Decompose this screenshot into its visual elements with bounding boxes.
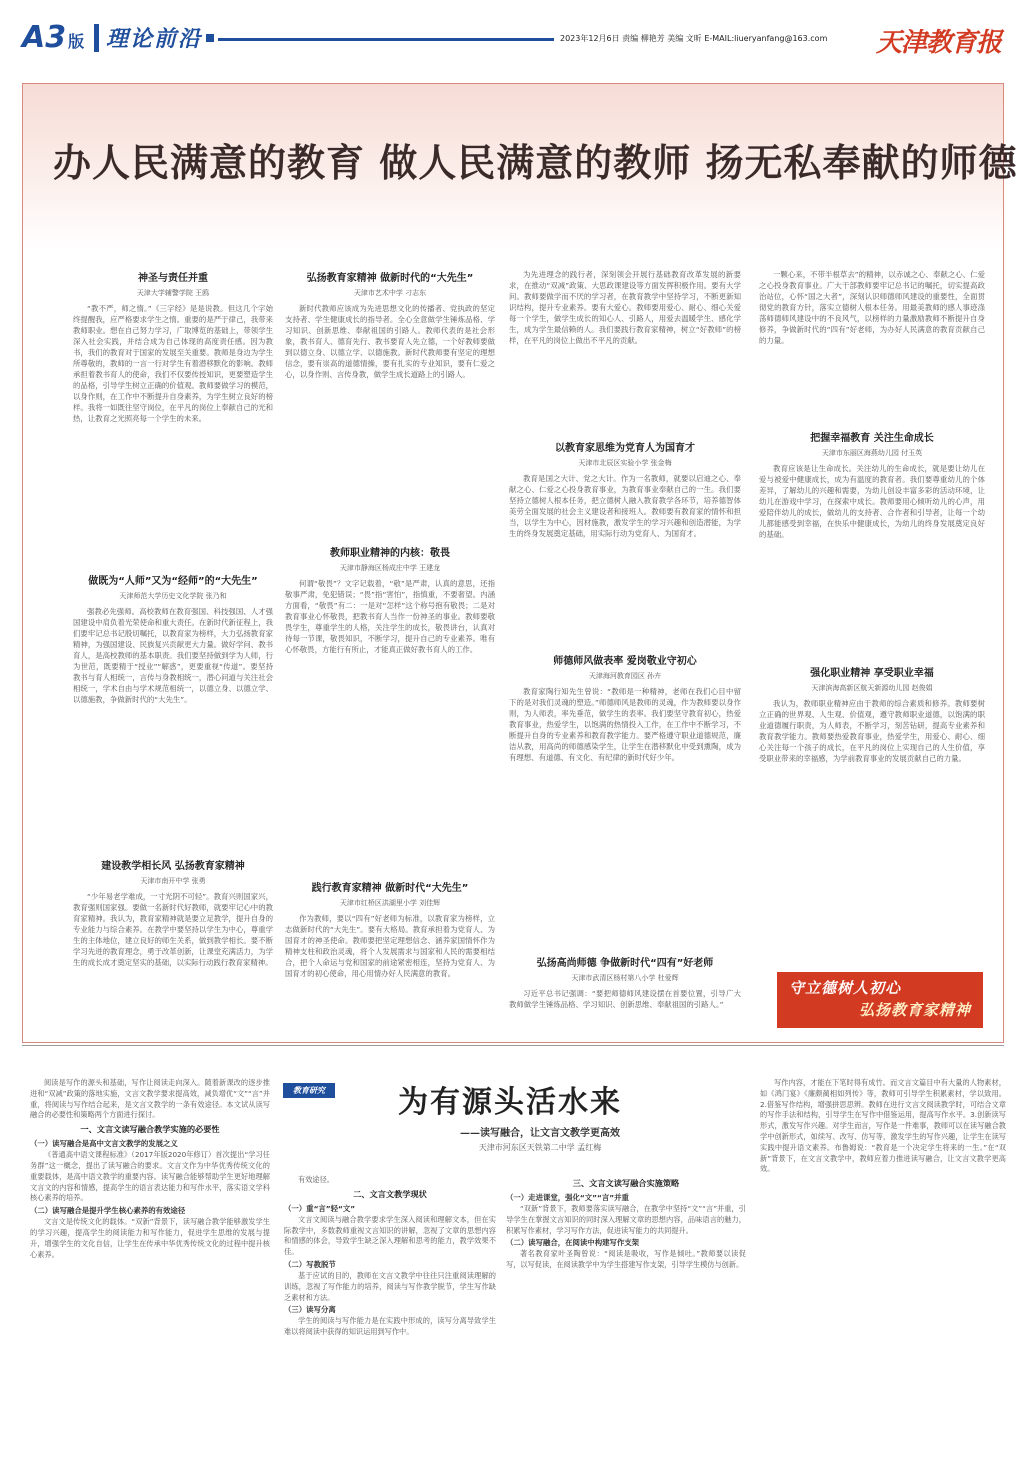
section-divider: [22, 1045, 1004, 1046]
main-column: [760, 1078, 1006, 1463]
paragraph: 基于应试的目的，教师在文言文教学中往往只注重阅读理解的训练，忽视了写作能力的培养，阅读与写作教学脱节，学生写作缺乏素材和方法。: [284, 1270, 496, 1302]
article-continued: [509, 269, 741, 417]
sub-heading: （二）读写融合是提升学生核心素养的有效途径: [30, 1206, 186, 1216]
date-editor-line: 2023年12月6日 责编 柳艳芳 美编 文昕 E-MAIL:liueryanfang@163.com: [560, 34, 828, 43]
article: [73, 269, 273, 551]
slogan-line: 弘扬教育家精神: [858, 1001, 971, 1019]
sub-heading: （一）走进课堂，强化“文”“言”并重: [506, 1193, 629, 1202]
page-number: A3 版: [22, 20, 85, 55]
article-text: “少年易老学难成，一寸光阴不可轻”。教育兴则国家兴，教育强则国家强。要做一名新时代好教师，就要牢记心中的教育家精神。我认为，教育家精神就是要立足教学，提升自身的专业能力与综合素养。在教学中要坚持以学生为中心，尊重学生的主体地位，建立良好的师生关系，做到教学相长。要不断学习先进的教育理念，勇于改革创新，让课堂充满活力，为学生的成长成才奠定坚实的基础，以实际行动践行教育家精神。: [73, 892, 273, 967]
article-author: 天津师范大学历史文化学院 张乃和: [119, 592, 227, 600]
main-article-subtitle: ——读写融合，让文言文教学更高效: [460, 1128, 620, 1139]
article-author: 天津市武清区杨村第八小学 杜爱辉: [571, 974, 679, 982]
article-text: 教育家陶行知先生曾说：“教师是一种精神，老师在我们心目中留下的是对我们灵魂的塑造。”师德师风是教师的灵魂，作为教师要以身作则，为人师表，率先垂范，做学生的表率。我们要坚守教育初心，热爱教育事业，热爱学生，以饱满的热情投入工作，在工作中不断学习，不断提升自身的专业素养和教育教学能力。要严格遵守职业道德规范，廉洁从教，用高尚的师德感染学生，让学生在潜移默化中受到熏陶，成为有理想、有道德、有文化、有纪律的新时代好少年。: [509, 687, 741, 762]
article-text: 一颗心来，不带半根草去”的精神，以赤诚之心、奉献之心、仁爱之心投身教育事业。广大干部教师要牢记总书记的嘱托，切实提高政治站位，心怀“国之大者”，深刻认识师德师风建设的重要性，全面贯彻党的教育方针，落实立德树人根本任务。用最美教师的感人事迹涤荡师德师风建设中的不良风气，以榜样的力量激励教师不断提升自身修养，争做新时代的“四有”好老师，为办好人民满意的教育贡献自己的力量。: [759, 270, 985, 345]
article: [285, 269, 495, 531]
article-title: 神圣与责任并重: [138, 273, 208, 284]
main-column: [284, 1175, 496, 1463]
section-heading: 二、文言文教学现状: [353, 1188, 427, 1199]
article-author: 天津滨海高新区航天新源幼儿园 赵俊娟: [811, 684, 933, 692]
paragraph: 阅读是写作的源头和基础，写作让阅读走向深入。随着新课改的逐步推进和“双减”政策的落地实施，文言文教学要求提高效，减负增优“文”“言”并重，将阅读与写作结合起来，是文言文教学的一条有效途径。本文试从读写融合的必要性和策略两个方面进行探讨。: [30, 1078, 270, 1120]
article-title: 教师职业精神的内核：敬畏: [330, 548, 450, 559]
paragraph: “双新”背景下，教师要落实读写融合，在教学中坚持“文”“言”并重，引导学生在掌握文言知识的同时深入理解文章的思想内容，品味语言的魅力，积累写作素材，学习写作方法，促进读写能力的共同提升。: [506, 1204, 746, 1235]
article: [285, 879, 495, 1037]
article: [509, 954, 741, 1039]
feature-section: [22, 83, 1018, 1043]
feature-title: 办人民满意的教育 做人民满意的教师 扬无私奉献的师德: [53, 141, 1018, 185]
article-author: 天津海河教育园区 孙卉: [588, 672, 662, 680]
paragraph: 著名教育家叶圣陶曾说：“阅读是吸收，写作是倾吐。”教师要以读促写，以写促读，在阅读教学中为学生搭建写作支架，引导学生模仿与创新。: [506, 1249, 746, 1270]
article-continued: [759, 269, 985, 419]
article-text: “教不严，师之惰。”《三字经》是是说教。但这几个字始终提醒我，应严格要求学生之惰。重要的是严于律己，我带来教师职业。想在自己努力学习，广取博览的基础上，带领学生深入社会实践，并结合成为自己体现的高度责任感。因为教书，我们的教育对于国家的发展至关重要。教师是身边为学生所尊敬的，教师的一言一行对学生有着潜移默化的影响。教师承担着教书育人的使命，我们不仅要传授知识，更要塑造学生的品格，引导学生树立正确的价值观。教师要做学习的模范，以身作则，在工作中不断提升自身素养，为学生树立良好的榜样。我将一如既往坚守岗位，在平凡的岗位上奉献自己的光和热，让教育之光照亮每一个学生的未来。: [73, 304, 273, 423]
article: [759, 664, 985, 962]
article-title: 践行教育家精神 做新时代“大先生”: [311, 883, 469, 894]
sub-heading: （二）写教脱节: [284, 1259, 336, 1269]
sub-heading: （一）重“言”轻“文”: [284, 1203, 356, 1213]
article: [285, 544, 495, 869]
column-tag: 教育研究: [283, 1083, 335, 1098]
article: [73, 572, 273, 847]
article-title: 弘扬高尚师德 争做新时代“四有”好老师: [536, 958, 714, 969]
article-title: 以教育家思维为党育人为国育才: [555, 443, 695, 454]
header-rule: [218, 38, 554, 41]
page-header: [0, 0, 1024, 62]
slogan-badge: [777, 972, 983, 1028]
article-author: 天津市东丽区海燕幼儿园 付玉英: [821, 449, 923, 457]
article: [73, 857, 273, 1037]
slogan-line: 守立德树人初心: [789, 979, 902, 997]
paragraph: 写作内容，才能在下笔时得有成竹。而文言文篇目中有大量的人物素材，如《鸿门宴》《廉颇蔺相如列传》等，教师可引导学生积累素材，学以致用。2.借鉴写作结构，增强拼思思辨。教师在进行文言文阅读教学时，可结合文章的写作手法和结构，引导学生在写作中借鉴运用，提高写作水平。3.创新读写形式，激发写作兴趣。对学生而言，写作是一件难事，教师可以在读写融合教学中创新形式，如续写、改写、仿写等，激发学生的写作兴趣，让学生在读写实践中提升语文素养。布鲁姆说：“教育是一个决定学生将来的一生。”在“双新”背景下，在文言文教学中，教师应着力推进读写融合，让文言文教学更高效。: [760, 1078, 1006, 1174]
article-text: 强教必先强师。高校教师在教育强国、科技强国、人才强国建设中肩负着光荣使命和重大责任。在新时代新征程上，我们要牢记总书记殷切嘱托，以教育家为榜样，大力弘扬教育家精神，为强国建设、民族复兴贡献更大力量。做好学问、教书育人，是高校教师的基本职责。我们要坚持做到学为人师，行为世范，既要精于“授业”“解惑”，更要重视“传道”。要坚持教书与育人相统一，言传与身教相统一，潜心问道与关注社会相统一，学术自由与学术规范相统一，以德立身、以德立学、以德施教，争做新时代的“大先生”。: [73, 607, 273, 704]
article-text: 新时代教师应该成为先进思想文化的传播者、党执政的坚定支持者、学生健康成长的指导者。全心全意做学生锤炼品格、学习知识、创新思维、奉献祖国的引路人。教师代表的是社会形象，教书育人、德育先行、教书要育人先立德，一个好教师要做到以德立身、以德立学、以德施教。新时代教师要有坚定的理想信念，要有崇高的道德情操，要有扎实的专业知识，要有仁爱之心，以身作则、言传身教，做学生成长道路上的引路人。: [285, 304, 495, 379]
article-title: 师德师风做表率 爱岗敬业守初心: [553, 656, 697, 667]
feature-banner: [23, 84, 1018, 250]
article-text: 作为教师，要以“四有”好老师为标准，以教育家为榜样，立志做新时代的“大先生”。要有大格局。教育承担着为党育人、为国育才的神圣使命。教师要把坚定理想信念、涵养家国情怀作为精神支柱和政治灵魂，将个人发展需求与国家和人民的需要相结合，把个人命运与党和国家的前途紧密相连，坚持为党育人、为国育才的初心使命，用心用情办好人民满意的教育。: [285, 914, 495, 978]
main-column: [506, 1175, 746, 1463]
sub-heading: （一）读写融合是高中文言文教学的发展之义: [30, 1139, 178, 1149]
article: [509, 439, 741, 639]
section-heading: 三、文言文读写融合实施策略: [572, 1178, 680, 1188]
section-heading: 一、文言文读写融合教学实施的必要性: [80, 1124, 220, 1135]
article-text: 教育是国之大计、党之大计。作为一名教师，就要以启迪之心、奉献之心、仁爱之心投身教育事业，为教育事业奉献自己的一生。我们要坚持立德树人根本任务，把立德树人融入教育教学各环节，培养德智体美劳全面发展的社会主义建设者和接班人。教师要有教育家的情怀和担当，以学生为中心，因材施教，激发学生的学习兴趣和创造潜能，为学生的终身发展奠定基础，用实际行动为党育人、为国育才。: [509, 474, 741, 538]
masthead-logo: 天津教育报: [876, 28, 1002, 58]
section-marker: [94, 24, 99, 52]
article-author: 天津市静海区杨成庄中学 王建龙: [339, 564, 441, 572]
article-author: 天津市南开中学 张勇: [140, 877, 206, 885]
section-square-icon: [206, 34, 214, 42]
paragraph: 《普通高中语文课程标准》（2017年版2020年修订）首次提出“学习任务群”这一概念，提出了读写融合的要求。文言文作为中华优秀传统文化的重要载体，是高中语文教学的重要内容。读写融合能够帮助学生更好地理解文言文的内容和情感，提高学生的语言表达能力和写作水平，落实语文学科核心素养的培养。: [30, 1150, 270, 1203]
paragraph: 有效途径。: [298, 1175, 334, 1184]
article: [759, 429, 985, 651]
article-author: 天津市红桥区洪湖里小学 刘佳辉: [339, 899, 441, 907]
paragraph: 学生的阅读与写作能力是在实践中形成的，读写分离导致学生难以将阅读中获得的知识运用到写作中。: [284, 1316, 496, 1337]
article-text: 教育应该是让生命成长。关注幼儿的生命成长，就是要让幼儿在爱与被爱中健康成长，成为有温度的教育者。我们要尊重幼儿的个体差异，了解幼儿的兴趣和需要，为幼儿创设丰富多彩的活动环境，让幼儿在游戏中学习，在探索中成长。教师要用心倾听幼儿的心声，用爱陪伴幼儿的成长，做幼儿的支持者、合作者和引导者，让每一个幼儿都能感受到幸福，在快乐中健康成长，为幼儿的终身发展奠定良好的基础。: [759, 464, 985, 539]
article-text: 何谓“敬畏”？文字记载着，“敬”是严肃，认真的意思，还指敬事严肃，免犯错误；“畏”指“害怕”，指慎重，不要奢望。内涵方面看，“敬畏”有二：一是对“怎样”这个称号抱有敬畏；二是对教育事业心怀敬畏，把教书育人当作一份神圣的事业。教师要敬畏学生，尊重学生的人格，关注学生的成长，敬畏讲台，认真对待每一节课，敬畏知识，不断学习，提升自己的专业素养。唯有心怀敬畏，方能行有所止，才能真正做好教书育人的工作。: [285, 579, 495, 654]
sub-heading: （三）读写分离: [284, 1305, 336, 1315]
sub-heading: （二）读写融合，在阅读中构建写作支架: [506, 1238, 640, 1248]
main-article-author: 天津市河东区天铁第二中学 孟红梅: [478, 1143, 602, 1152]
article-title: 建设教学相长风 弘扬教育家精神: [101, 861, 245, 872]
article-title: 强化职业精神 享受职业幸福: [810, 668, 934, 679]
article-text: 为先进理念的践行者，深刻领会开展行基础教育改革发展的新要求，在推动“双减”政策、大思政课建设等方面发挥积极作用。要有大学问。教师要做学而不厌的学习者，在教育教学中坚持学习，不断更新知识结构，提升专业素养。要有大爱心。教师要用爱心、耐心、细心关爱每一个学生，做学生成长的知心人、引路人，用爱去温暖学生、感化学生，成为学生最信赖的人。我们要践行教育家精神，树立“好教师”的榜样，在平凡的岗位上做出不平凡的贡献。: [509, 270, 741, 345]
main-column: [30, 1078, 270, 1463]
article: [509, 652, 741, 942]
article-title: 做既为“人师”又为“经师”的“大先生”: [88, 576, 258, 587]
article-author: 天津市艺术中学 刁志东: [353, 289, 427, 297]
article-author: 天津市北辰区实验小学 张金梅: [578, 459, 672, 467]
main-article-title: 为有源头活水来: [398, 1085, 622, 1120]
section-name: 理论前沿: [106, 27, 203, 52]
paragraph: 文言文阅读与融合教学要求学生深入阅读和理解文本，但在实际教学中，多数教师重视文言知识的讲解，忽视了文章的思想内容和情感的体会，导致学生缺乏深入理解和思考的能力，教学效果不佳。: [284, 1214, 496, 1257]
article-author: 天津大学辅警学院 王鸥: [136, 289, 210, 297]
article-text: 我认为，教师职业精神应由于教师的综合素质和修养。教师要树立正确的世界观、人生观、价值观，遵守教师职业道德，以饱满的职业道德履行职责，为人师表，不断学习，刻苦钻研，提高专业素养和教育教学能力。教师要热爱教育事业，热爱学生，用爱心、耐心、细心关注每一个孩子的成长，在平凡的岗位上实现自己的人生价值，享受职业带来的幸福感，为学前教育事业的发展贡献自己的力量。: [759, 699, 985, 763]
article-title: 弘扬教育家精神 做新时代的“大先生”: [306, 273, 474, 284]
paragraph: 文言文是传统文化的载体。“双新”背景下，读写融合教学能够激发学生的学习兴趣，提高学生的阅读能力和写作能力，促进学生思维的发展与提升，增强学生的文化自信，让学生在传承中华优秀传统文化的过程中提升核心素养。: [30, 1217, 270, 1259]
article-title: 把握幸福教育 关注生命成长: [810, 433, 934, 444]
article-text: 习近平总书记强调：“要把师德师风建设摆在首要位置，引导广大教师做学生锤炼品格、学习知识、创新思维、奉献祖国的引路人。”: [509, 989, 741, 1009]
